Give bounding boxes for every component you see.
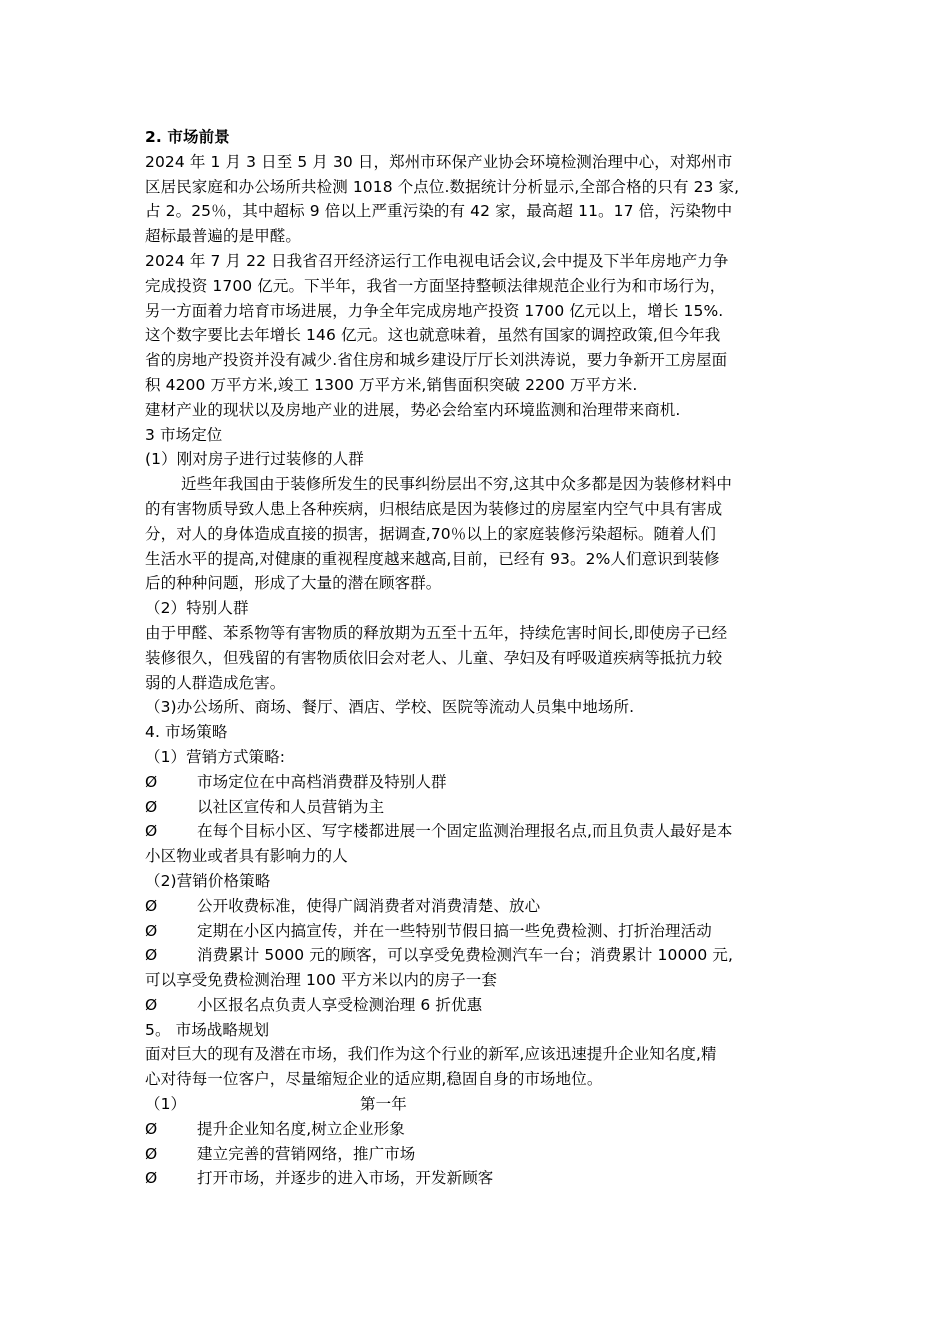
subheading: （2)营销价格策略 [145,871,271,890]
bullet-icon: Ø [145,946,158,965]
bullet-item: Ø 小区报名点负责人享受检测治理 6 折优惠 [145,993,815,1018]
bullet-icon: Ø [145,1169,158,1188]
bullet-item: Ø 打开市场，并逐步的进入市场，开发新顾客 [145,1166,815,1191]
paragraph-line: 近些年我国由于装修所发生的民事纠纷层出不穷,这其中众多都是因为装修材料中 [181,475,733,494]
bullet-icon: Ø [145,995,158,1014]
subheading: （2）特别人群 [145,599,249,618]
paragraph-line: 小区物业或者具有影响力的人 [145,847,348,866]
bullet-icon: Ø [145,822,158,841]
paragraph-line: 生活水平的提高,对健康的重视程度越来越高,目前，已经有 93。2%人们意识到装修 [145,549,720,568]
bullet-item: Ø 建立完善的营销网络，推广市场 [145,1142,815,1167]
bullet-icon: Ø [145,1119,158,1138]
subheading: （1）营销方式策略: [145,747,286,766]
bullet-icon: Ø [145,1144,158,1163]
bullet-item: Ø 以社区宣传和人员营销为主 [145,795,815,820]
paragraph-line: 可以享受免费检测治理 100 平方米以内的房子一套 [145,971,497,990]
paragraph-line: 由于甲醛、苯系物等有害物质的释放期为五至十五年，持续危害时间长,即使房子已经 [145,623,728,642]
paragraph-line: 2024 年 1 月 3 日至 5 月 30 日，郑州市环保产业协会环境检测治理中心，对郑州市 [145,152,733,171]
paragraph-line: 积 4200 万平方米,竣工 1300 万平方米,销售面积突破 2200 万平方米. [145,375,638,394]
paragraph-line: 占 2。25％，其中超标 9 倍以上严重污染的有 42 家，最高超 11。17 倍，污染物中 [145,202,733,221]
paragraph-line: 省的房地产投资并没有减少.省住房和城乡建设厅厅长刘洪涛说，要力争新开工房屋面 [145,351,728,370]
paragraph-line: 后的种种问题，形成了大量的潜在顾客群。 [145,574,442,593]
bullet-icon: Ø [145,797,158,816]
bullet-item: Ø 提升企业知名度,树立企业形象 [145,1117,815,1142]
bullet-item: Ø 消费累计 5000 元的顾客，可以享受免费检测汽车一台；消费累计 10000 元, [145,943,815,968]
subheading-first-year [145,1092,815,1117]
bullet-item: Ø 市场定位在中高档消费群及特别人群 [145,770,815,795]
paragraph-line: 装修很久，但残留的有害物质依旧会对老人、儿童、孕妇及有呼吸道疾病等抵抗力较 [145,648,723,667]
paragraph-line: 这个数字要比去年增长 146 亿元。这也就意味着，虽然有国家的调控政策,但今年我 [145,326,721,345]
heading-market-outlook: 2. 市场前景 [145,128,230,146]
heading-strategic-plan: 5。 市场战略规划 [145,1020,270,1039]
bullet-icon: Ø [145,772,158,791]
subheading-year-label: 第一年 [360,1095,407,1114]
bullet-icon: Ø [145,896,158,915]
subheading-number: （1） [145,1095,187,1114]
paragraph-line: 超标最普遍的是甲醛。 [145,227,302,246]
paragraph-line: 弱的人群造成危害。 [145,673,286,692]
paragraph-line: 心对待每一位客户，尽量缩短企业的适应期,稳固自身的市场地位。 [145,1070,603,1089]
document-body [145,125,815,1191]
paragraph-line: 分，对人的身体造成直接的损害，据调查,70％以上的家庭装修污染超标。随着人们 [145,524,716,543]
heading-market-positioning: 3 市场定位 [145,425,223,444]
bullet-item: Ø 公开收费标准，使得广阔消费者对消费清楚、放心 [145,894,815,919]
paragraph-line: 完成投资 1700 亿元。下半年，我省一方面坚持整顿法律规范企业行为和市场行为， [145,276,726,295]
bullet-item: Ø 定期在小区内搞宣传，并在一些特别节假日搞一些免费检测、打折治理活动 [145,919,815,944]
subheading: （3)办公场所、商场、餐厅、酒店、学校、医院等流动人员集中地场所. [145,698,635,717]
bullet-icon: Ø [145,921,158,940]
paragraph-line: 2024 年 7 月 22 日我省召开经济运行工作电视电话会议,会中提及下半年房地产力争 [145,251,729,270]
paragraph-line: 区居民家庭和办公场所共检测 1018 个点位.数据统计分析显示,全部合格的只有 23 家, [145,177,740,196]
paragraph-line: 的有害物质导致人患上各种疾病，归根结底是因为装修过的房屋室内空气中具有害成 [145,499,723,518]
paragraph-line: 面对巨大的现有及潜在市场，我们作为这个行业的新军,应该迅速提升企业知名度,精 [145,1045,717,1064]
heading-market-strategy: 4. 市场策略 [145,723,228,742]
bullet-item: Ø 在每个目标小区、写字楼都进展一个固定监测治理报名点,而且负责人最好是本 [145,819,815,844]
paragraph-line: 另一方面着力培育市场进展，力争全年完成房地产投资 1700 亿元以上，增长 15%. [145,301,724,320]
paragraph-line: 建材产业的现状以及房地产业的进展，势必会给室内环境监测和治理带来商机. [145,400,681,419]
subheading: (1）刚对房子进行过装修的人群 [145,450,364,469]
